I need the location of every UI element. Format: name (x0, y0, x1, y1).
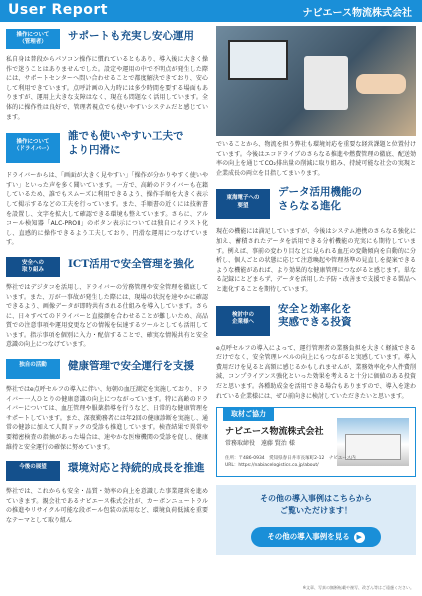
right-column (216, 26, 416, 555)
future-continuation-text: でいることから、物流を担う弊社も環境対応を重要な経営課題と位置付けています。今後はエコドライブのさらなる推進や燃費管理の徹底、配送効率の向上を通じてCO₂排出量の削減に取り組み、持続可能な社会の実現と企業成長の両立を目指してまいります。 (216, 141, 416, 177)
section-title: サポートも充実し安心運用 (68, 30, 194, 42)
header-title: User Report (8, 2, 108, 18)
section-header-request (216, 184, 416, 224)
section-text-consider: e点呼セルフの導入によって、運行管理者の業務負担を大きく軽減できるだけでなく、安全管理レベルの向上にもつながると実感しています。導入費用だけを見ると高額に感じるかもしれませんが、業務効率化や人件費削減、コンプライアンス強化といった効果を考えると十分に価値のある投資だと思います。各種助成金を活用できる場合もありますので、導入を迷われている企業様には、ぜひ前向きに検討していただきたいと思います。 (216, 344, 416, 400)
cta-line1: その他の導入事例はこちらから (260, 494, 372, 504)
section-header-future (6, 458, 208, 484)
credit-box (216, 407, 416, 477)
section-header-safety (6, 254, 208, 280)
section-badge: 今後の展望 (6, 461, 60, 481)
alcohol-check-photo (216, 26, 416, 136)
section-text-driver: ドライバーからは、「画面が大きく見やすい」「操作が分かりやすく使いやすい」といった声を多く聞いています。一方で、高齢のドライバーも在籍しているため、誰でもスムーズに利用できるよう、操作手順を大きく表示して掲示するなどの工夫を行っています。また、手順書の近くには技術書を設置し、文字を拡大して確認できる環境も整えています。さらに、アルコール検知器「ALC-PROⅡ」のボタン表示については独自にイラスト化し、直感的に操作できるよう工夫しており、円滑な運用につなげています。 (6, 172, 208, 247)
more-cases-button[interactable] (251, 527, 381, 547)
section-header-consider (216, 301, 416, 341)
section-badge: 検討中の 企業様へ (216, 306, 270, 336)
section-title: 安全と効率化を 実感できる投資 (278, 302, 352, 329)
section-text-request: 現在の機能には満足していますが、今後はシステム連携のさらなる強化に加え、蓄積されたデータを活用できる分析機能の充実にも期待しています。例えば、事前の変わり目などに見られる血圧の変動傾向を自動的に分析し、個人ごとの状態に応じて注意喚起や管理基準の見直しを提案できるような機能があれば、より効果的な健康管理につながると感じます。単なる記録にとどまらず、データを活用した予防・改善まで支援できる製品へと進化することを期待しています。 (216, 228, 416, 293)
section-header-admin (6, 26, 208, 52)
device-image (304, 56, 348, 110)
credit-address-block (225, 456, 356, 470)
section-badge: 東海電子への 要望 (216, 189, 270, 219)
section-badge: 独自の活動 (6, 359, 60, 379)
section-text-health: 弊社ではe点呼セルフの導入に伴い、毎朝の血圧測定を実施しており、ドライバー一人ひとりの健康意識の向上につながっています。特に高齢のドライバーについては、血圧管理や服薬指導を行うなど、日常的な健康管理をサポートしています。また、深夜勤務者には年2回の健康診断を実施し、通常の健診に加えて人間ドックの受診も推進しています。検査結果で異常や要精密検査の指摘があった場合は、速やかな医療機関の受診を促し、健康維持と安全運行の確保に努めています。 (6, 386, 208, 451)
credit-address: 住所：〒486-0934 愛知県春日井市長塚町2-12 ナビエース内 (225, 456, 356, 462)
section-title: ICT活用で安全管理を強化 (68, 257, 195, 270)
section-badge: 安全への 取り組み (6, 257, 60, 277)
left-column (6, 26, 208, 532)
credit-url[interactable]: URL：https://nabiacelogistics.co.jp/about/ (225, 462, 319, 468)
section-header-driver (6, 128, 208, 168)
arrow-right-icon: ▶ (354, 532, 365, 543)
hand-image (356, 74, 406, 94)
credit-label: 取材ご協力 (223, 407, 274, 421)
header-company: ナビエース物流株式会社 (302, 8, 412, 19)
section-badge: 操作について （管理者） (6, 29, 60, 49)
section-text-admin: 私自身は普段からパソコン操作に慣れているともあり、導入後に大きく操作で迷うことはありませんでした。設定や運用の中で不明点が発生した際には、サポートセンターへ問い合わせることで都度解決できており、安心して利用できています。点呼計画の入力時には多少時間を要する場面もありますが、運用上大きな支障はなく、現在も問題なく活用しています。全体的に操作性は良好で、管理者視点でも使いやすいシステムだと感じています。 (6, 56, 208, 121)
section-title: 環境対応と持続的成長を推進 (68, 462, 205, 475)
report-header (0, 0, 422, 22)
section-header-health (6, 356, 208, 382)
credit-company: ナビエース物流株式会社 (225, 427, 324, 438)
footnote: ※文章、写真の無断転載や複写、改ざん等はご遠慮ください。 (302, 585, 414, 590)
section-badge: 操作について （ドライバー） (6, 133, 60, 163)
cta-box (216, 485, 416, 555)
monitor-image (228, 40, 288, 80)
section-text-safety: 弊社ではデジタコを活用し、ドライバーの労務管理や安全管理を徹底しています。また、万が一事故が発生した際には、現場の状況を速やかに確認できるよう、画像データが即時共有される仕組みを導入しています。さらに、日々すべてのドライバーと直接顔を合わせることが難しいため、高品質での注意事項や運用変更などの情報を伝達するツールとしても活用しています。指示事項を個別に入力・配信することで、確実な情報共有と安全意識の向上につなげています。 (6, 283, 208, 349)
section-title: 誰でも使いやすい工夫で より円滑に (68, 130, 184, 156)
more-cases-button-label: その他の導入事例を見る (267, 532, 350, 542)
section-title: 健康管理で安全運行を支援 (68, 360, 194, 373)
section-text-future: 弊社では、これからも安全・品質・効率の向上を意識した事業運営を進めていきます。親会社であるナビエース株式会社が、カーボンニュートラルの推進やリサイクル可能な段ボール包装の活用など、環境負荷低減を重要なテーマとして取り組ん (6, 488, 208, 524)
cta-line2: ご覧いただけます！ (280, 506, 352, 516)
credit-person: 常務取締役 遠藤 賢治 様 (225, 440, 295, 448)
section-title: データ活用機能の さらなる進化 (278, 186, 362, 213)
